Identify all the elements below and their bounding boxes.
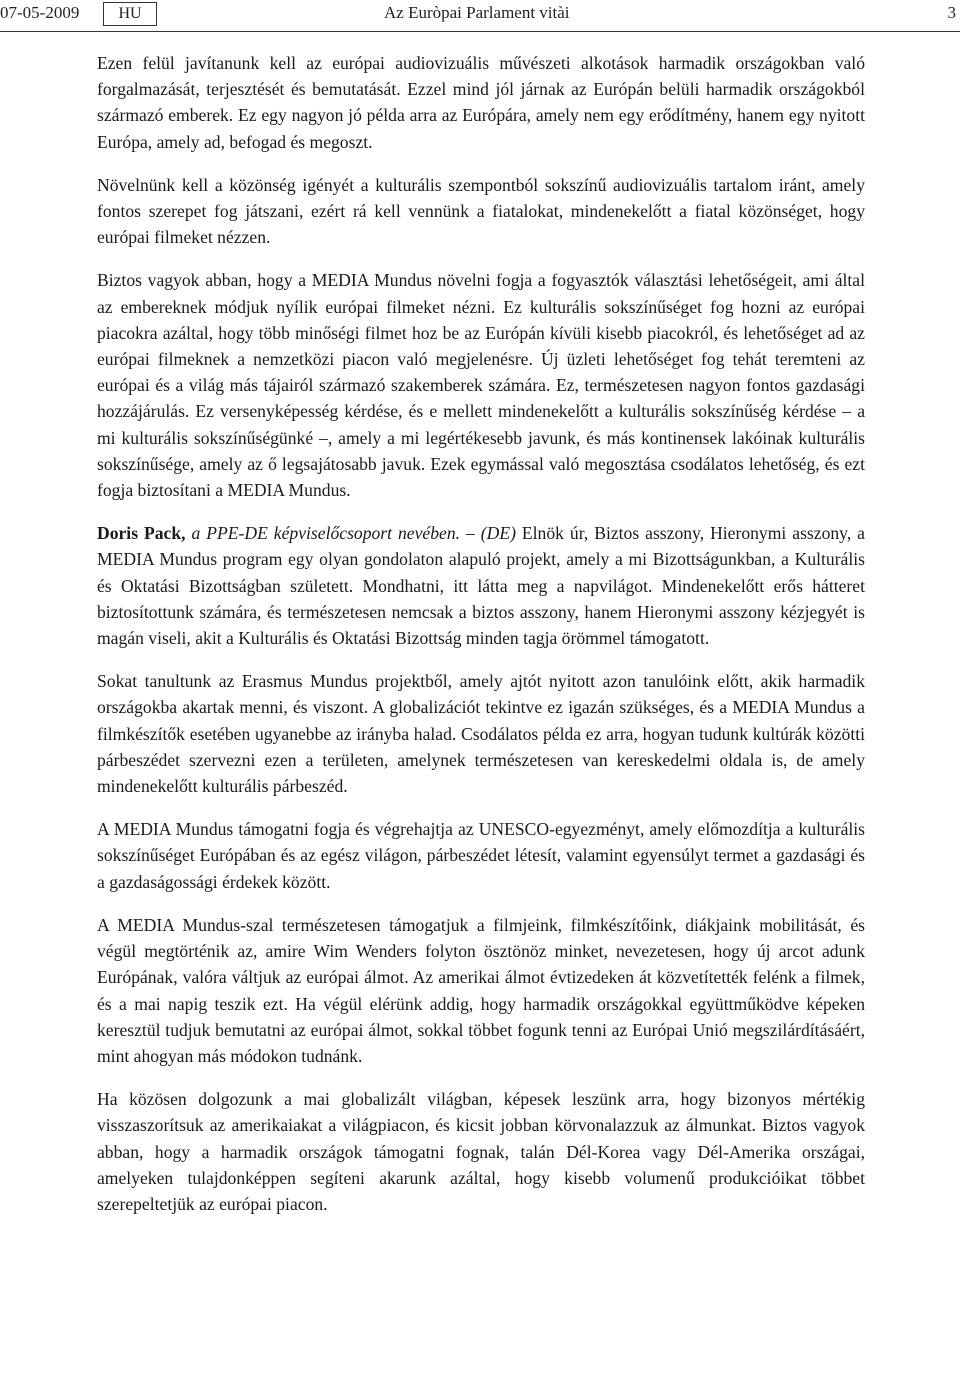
page-header [0,0,960,32]
paragraph: A MEDIA Mundus támogatni fogja és végrehajtja az UNESCO-egyezményt, amely előmozdítja a kulturális sokszínűséget Európában és az egész világon, párbeszédet létesít, valamint egyensúlyt termet a gazdasági és a gazdaságossági érdekek között. [97,819,865,892]
document-body [97,50,865,1234]
paragraph: Biztos vagyok abban, hogy a MEDIA Mundus növelni fogja a fogyasztók választási lehetőségeit, ami által az embereknek módjuk nyílik európai filmeket nézni. Ez kulturális sokszínűséget fog hozni az európai piacokra azáltal, hogy több minőségi filmet hoz be az Európán kívüli kisebb piacokról, és lehetőséget ad az európai filmeknek a nemzetközi piacon való megjelenésre. Új üzleti lehetőséget fog tehát teremteni az európai és a világ más tájairól származó szakemberek számára. Ez, természetesen nagyon fontos gazdasági hozzájárulás. Ez versenyképesség kérdése, és e mellett mindenekelőtt a kulturális sokszínűség kérdése – a mi kulturális sokszínűségünké –, amely a mi legértékesebb javunk, és más kontinensek lakóinak kulturális sokszínűsége, amely az ő legsajátosabb javuk. Ezek egymással való megosztása csodálatos lehetőség, és ezt fogja biztosítani a MEDIA Mundus. [97,270,865,501]
page-number: 3 [947,3,956,22]
paragraph: Sokat tanultunk az Erasmus Mundus projektből, amely ajtót nyitott azon tanulóink előtt, akik harmadik országokba akartak menni, és viszont. A globalizációt tekintve ez igazán szükséges, és a MEDIA Mundus a filmkészítők esetében ugyanebbe az irányba halad. Csodálatos példa ez arra, hogyan tudunk kultúrák közötti párbeszédet szervezni ezen a területen, amelynek természetesen van kereskedelmi oldala is, de amely mindenekelőtt kulturális párbeszéd. [97,671,865,797]
paragraph: Ezen felül javítanunk kell az európai audiovizuális művészeti alkotások harmadik országokban való forgalmazását, terjesztését és bemutatását. Ezzel mind jól járnak az Európán belüli harmadik országokból származó emberek. Ez egy nagyon jó példa arra az Európára, amely nem egy erődítmény, hanem egy nyitott Európa, amely ad, befogad és megoszt. [97,53,865,152]
speaker-role: a PPE-DE képviselőcsoport nevében. – (DE) [191,523,516,544]
paragraph: A MEDIA Mundus-szal természetesen támogatjuk a filmjeink, filmkészítőink, diákjaink mobilitását, és végül megtörténik az, amire Wim Wenders folyton ösztönöz minket, nevezetesen, hogy új arcot adunk Európának, valóra váltjuk az európai álmot. Az amerikai álmot évtizedeken át közvetítették felénk a filmek, és a mai napig teszik ezt. Ha végül elérünk addig, hogy harmadik országokkal együttműködve képeken keresztül tudjuk bemutatni az európai álmot, sokkal többet fogunk tenni az Európai Unió megszilárdításáért, mint ahogyan más módokon tudnánk. [97,914,865,1066]
paragraph: Ha közösen dolgozunk a mai globalizált világban, képesek leszünk arra, hogy bizonyos mértékig visszaszorítsuk az amerikaiakat a világpiacon, és kicsit jobban körvonalazzuk az álmunkat. Biztos vagyok abban, hogy a harmadik országok támogatni fognak, talán Dél-Korea vagy Dél-Amerika országai, amelyeken tulajdonképpen segíteni akarunk azáltal, hogy kisebb volumenű produkcióikat többet szerepeltetjük az európai piacon. [97,1089,865,1214]
speaker-name: Doris Pack, [97,523,186,544]
speech-text: Elnök úr, Biztos asszony, Hieronymi asszony, a MEDIA Mundus program egy olyan gondolaton alapuló projekt, amely a mi Bizottságunkban, a Kulturális és Oktatási Bizottságban született. Mondhatni, itt látta meg a napvilágot. Mindenekelőtt erős hátteret biztosítottunk számára, és természetesen nemcsak a biztos asszony, hanem Hieronymi asszony kézjegyét is magán viseli, akit a Kulturális és Oktatási Bizottság minden tagja örömmel támogatott. [97,523,865,649]
speech-paragraph [97,520,865,651]
language-badge: HU [103,2,157,26]
header-date: 07-05-2009 [0,3,80,22]
header-title: Az Euròpai Parlament vitài [384,3,570,22]
header-divider [0,31,960,32]
paragraph: Növelnünk kell a közönség igényét a kulturális szempontból sokszínű audiovizuális tartalom iránt, amely fontos szerepet fog játszani, ezért rá kell vennünk a fiatalokat, mindenekelőtt a fiatal közönséget, hogy európai filmeket nézzen. [97,174,865,248]
